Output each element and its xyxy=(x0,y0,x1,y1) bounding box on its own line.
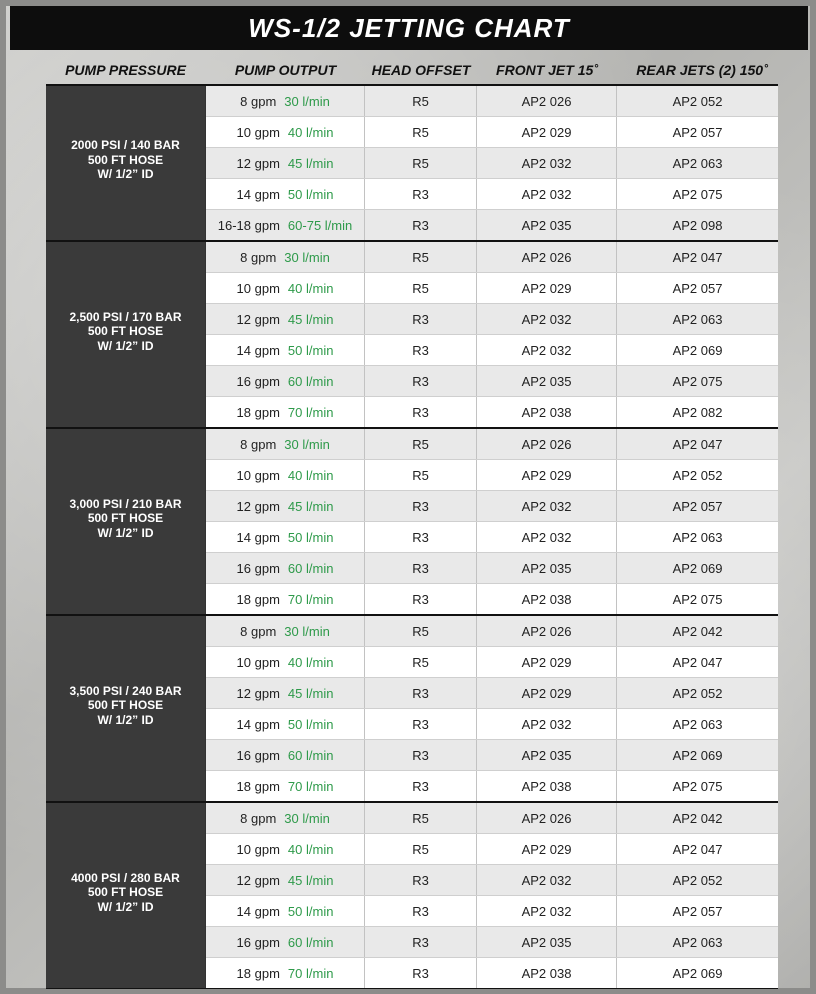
rear-jets-cell: AP2 063 xyxy=(672,716,723,732)
gpm-value: 8 gpm xyxy=(240,93,277,109)
group-rows xyxy=(205,616,778,801)
pressure-group-label xyxy=(46,242,205,427)
header-rear-jets: REAR JETS (2) 150˚ xyxy=(636,62,768,78)
lmin-value: 50 l/min xyxy=(287,342,334,358)
table-row xyxy=(206,242,778,273)
rear-jets-cell: AP2 052 xyxy=(672,685,723,701)
pump-output-cell xyxy=(206,896,365,926)
rear-jets-cell: AP2 075 xyxy=(672,778,723,794)
pump-output-cell xyxy=(206,927,365,957)
lmin-value: 60 l/min xyxy=(287,560,334,576)
rear-jets-cell: AP2 042 xyxy=(672,623,723,639)
pump-output-cell xyxy=(206,242,365,272)
front-jet-cell: AP2 035 xyxy=(477,553,617,583)
pump-output-cell xyxy=(206,616,365,646)
lmin-value: 45 l/min xyxy=(287,685,334,701)
lmin-value: 60 l/min xyxy=(287,373,334,389)
gpm-value: 12 gpm xyxy=(236,872,280,888)
pump-output-cell xyxy=(206,709,365,739)
head-offset-cell: R3 xyxy=(365,491,477,521)
pressure-group xyxy=(46,427,778,614)
table-row xyxy=(206,865,778,896)
head-offset-cell: R3 xyxy=(365,335,477,365)
head-offset-cell: R5 xyxy=(365,647,477,677)
rear-jets-cell: AP2 057 xyxy=(672,124,723,140)
front-jet-cell: AP2 038 xyxy=(477,771,617,801)
head-offset-cell: R3 xyxy=(365,927,477,957)
front-jet-cell: AP2 026 xyxy=(477,616,617,646)
rear-jets-cell: AP2 063 xyxy=(672,155,723,171)
pressure-label-line: 500 FT HOSE xyxy=(87,152,164,167)
lmin-value: 70 l/min xyxy=(287,965,334,981)
lmin-value: 60 l/min xyxy=(287,747,334,763)
gpm-value: 8 gpm xyxy=(240,623,277,639)
pressure-label-line: 500 FT HOSE xyxy=(87,511,164,526)
header-front-jet: FRONT JET 15˚ xyxy=(496,62,598,78)
gpm-value: 8 gpm xyxy=(240,436,277,452)
lmin-value: 45 l/min xyxy=(287,872,334,888)
gpm-value: 10 gpm xyxy=(236,654,280,670)
lmin-value: 40 l/min xyxy=(287,280,334,296)
table-row xyxy=(206,958,778,988)
front-jet-cell: AP2 026 xyxy=(477,429,617,459)
pressure-label-line: W/ 1/2” ID xyxy=(97,712,154,727)
rear-jets-cell: AP2 052 xyxy=(672,93,723,109)
table-row xyxy=(206,740,778,771)
table-row xyxy=(206,896,778,927)
gpm-value: 10 gpm xyxy=(236,124,280,140)
lmin-value: 50 l/min xyxy=(287,903,334,919)
gpm-value: 12 gpm xyxy=(236,311,280,327)
pump-output-cell xyxy=(206,647,365,677)
pressure-label-line: 3,000 PSI / 210 BAR xyxy=(69,496,182,511)
rear-jets-cell: AP2 082 xyxy=(672,404,723,420)
gpm-value: 14 gpm xyxy=(236,716,280,732)
front-jet-cell: AP2 038 xyxy=(477,584,617,614)
table-row xyxy=(206,584,778,614)
head-offset-cell: R3 xyxy=(365,522,477,552)
table-row xyxy=(206,834,778,865)
pump-output-cell xyxy=(206,179,365,209)
pump-output-cell xyxy=(206,366,365,396)
front-jet-cell: AP2 026 xyxy=(477,86,617,116)
pressure-group xyxy=(46,801,778,989)
lmin-value: 45 l/min xyxy=(287,311,334,327)
rear-jets-cell: AP2 063 xyxy=(672,529,723,545)
page-title: WS-1/2 JETTING CHART xyxy=(248,12,570,43)
gpm-value: 16 gpm xyxy=(236,560,280,576)
pump-output-cell xyxy=(206,553,365,583)
lmin-value: 50 l/min xyxy=(287,186,334,202)
gpm-value: 10 gpm xyxy=(236,841,280,857)
rear-jets-cell: AP2 063 xyxy=(672,311,723,327)
header-head-offset: HEAD OFFSET xyxy=(371,62,471,78)
front-jet-cell: AP2 038 xyxy=(477,958,617,988)
pressure-label-line: 500 FT HOSE xyxy=(87,698,164,713)
rear-jets-cell: AP2 098 xyxy=(672,217,723,233)
lmin-value: 70 l/min xyxy=(287,404,334,420)
jetting-table xyxy=(46,84,778,989)
pressure-group xyxy=(46,84,778,240)
group-rows xyxy=(205,429,778,614)
group-rows xyxy=(205,803,778,988)
head-offset-cell: R3 xyxy=(365,553,477,583)
pump-output-cell xyxy=(206,148,365,178)
title-bar xyxy=(10,6,808,50)
rear-jets-cell: AP2 063 xyxy=(672,934,723,950)
rear-jets-cell: AP2 069 xyxy=(672,560,723,576)
pump-output-cell xyxy=(206,958,365,988)
lmin-value: 50 l/min xyxy=(287,716,334,732)
lmin-value: 60 l/min xyxy=(287,934,334,950)
gpm-value: 18 gpm xyxy=(236,404,280,420)
head-offset-cell: R5 xyxy=(365,242,477,272)
pump-output-cell xyxy=(206,429,365,459)
head-offset-cell: R3 xyxy=(365,896,477,926)
head-offset-cell: R3 xyxy=(365,584,477,614)
pressure-label-line: 4000 PSI / 280 BAR xyxy=(71,870,180,885)
rear-jets-cell: AP2 057 xyxy=(672,280,723,296)
gpm-value: 12 gpm xyxy=(236,155,280,171)
lmin-value: 70 l/min xyxy=(287,778,334,794)
gpm-value: 8 gpm xyxy=(240,249,277,265)
lmin-value: 40 l/min xyxy=(287,841,334,857)
rear-jets-cell: AP2 047 xyxy=(672,841,723,857)
pump-output-cell xyxy=(206,522,365,552)
table-row xyxy=(206,117,778,148)
front-jet-cell: AP2 032 xyxy=(477,179,617,209)
front-jet-cell: AP2 035 xyxy=(477,927,617,957)
gpm-value: 18 gpm xyxy=(236,965,280,981)
gpm-value: 18 gpm xyxy=(236,778,280,794)
head-offset-cell: R3 xyxy=(365,304,477,334)
head-offset-cell: R3 xyxy=(365,865,477,895)
lmin-value: 60-75 l/min xyxy=(287,217,353,233)
table-row xyxy=(206,86,778,117)
head-offset-cell: R5 xyxy=(365,117,477,147)
head-offset-cell: R5 xyxy=(365,834,477,864)
head-offset-cell: R5 xyxy=(365,273,477,303)
pump-output-cell xyxy=(206,304,365,334)
head-offset-cell: R3 xyxy=(365,678,477,708)
pressure-label-line: 3,500 PSI / 240 BAR xyxy=(69,683,182,698)
table-row xyxy=(206,927,778,958)
front-jet-cell: AP2 035 xyxy=(477,210,617,240)
front-jet-cell: AP2 032 xyxy=(477,865,617,895)
rear-jets-cell: AP2 069 xyxy=(672,965,723,981)
lmin-value: 30 l/min xyxy=(284,249,330,265)
gpm-value: 18 gpm xyxy=(236,591,280,607)
front-jet-cell: AP2 032 xyxy=(477,148,617,178)
head-offset-cell: R5 xyxy=(365,429,477,459)
gpm-value: 10 gpm xyxy=(236,280,280,296)
rear-jets-cell: AP2 075 xyxy=(672,373,723,389)
gpm-value: 16 gpm xyxy=(236,934,280,950)
rear-jets-cell: AP2 042 xyxy=(672,810,723,826)
gpm-value: 12 gpm xyxy=(236,685,280,701)
front-jet-cell: AP2 029 xyxy=(477,647,617,677)
front-jet-cell: AP2 032 xyxy=(477,491,617,521)
lmin-value: 30 l/min xyxy=(284,810,330,826)
front-jet-cell: AP2 029 xyxy=(477,273,617,303)
head-offset-cell: R3 xyxy=(365,210,477,240)
gpm-value: 14 gpm xyxy=(236,903,280,919)
lmin-value: 30 l/min xyxy=(284,436,330,452)
front-jet-cell: AP2 035 xyxy=(477,366,617,396)
head-offset-cell: R3 xyxy=(365,958,477,988)
front-jet-cell: AP2 035 xyxy=(477,740,617,770)
table-row xyxy=(206,335,778,366)
lmin-value: 45 l/min xyxy=(287,498,334,514)
lmin-value: 40 l/min xyxy=(287,654,334,670)
pressure-group-label xyxy=(46,429,205,614)
front-jet-cell: AP2 032 xyxy=(477,896,617,926)
table-row xyxy=(206,210,778,240)
rear-jets-cell: AP2 052 xyxy=(672,872,723,888)
gpm-value: 16-18 gpm xyxy=(217,217,280,233)
front-jet-cell: AP2 032 xyxy=(477,335,617,365)
pump-output-cell xyxy=(206,397,365,427)
head-offset-cell: R3 xyxy=(365,397,477,427)
front-jet-cell: AP2 032 xyxy=(477,709,617,739)
lmin-value: 40 l/min xyxy=(287,124,334,140)
head-offset-cell: R3 xyxy=(365,771,477,801)
rear-jets-cell: AP2 047 xyxy=(672,249,723,265)
head-offset-cell: R3 xyxy=(365,709,477,739)
gpm-value: 12 gpm xyxy=(236,498,280,514)
rear-jets-cell: AP2 057 xyxy=(672,498,723,514)
rear-jets-cell: AP2 047 xyxy=(672,654,723,670)
front-jet-cell: AP2 029 xyxy=(477,117,617,147)
head-offset-cell: R5 xyxy=(365,86,477,116)
rear-jets-cell: AP2 052 xyxy=(672,467,723,483)
table-row xyxy=(206,366,778,397)
pump-output-cell xyxy=(206,273,365,303)
pump-output-cell xyxy=(206,335,365,365)
rear-jets-cell: AP2 069 xyxy=(672,747,723,763)
pump-output-cell xyxy=(206,678,365,708)
pressure-label-line: W/ 1/2” ID xyxy=(97,525,154,540)
lmin-value: 30 l/min xyxy=(284,93,330,109)
gpm-value: 16 gpm xyxy=(236,747,280,763)
lmin-value: 30 l/min xyxy=(284,623,330,639)
front-jet-cell: AP2 026 xyxy=(477,242,617,272)
head-offset-cell: R3 xyxy=(365,179,477,209)
front-jet-cell: AP2 032 xyxy=(477,522,617,552)
gpm-value: 14 gpm xyxy=(236,342,280,358)
table-row xyxy=(206,522,778,553)
group-rows xyxy=(205,242,778,427)
table-row xyxy=(206,709,778,740)
lmin-value: 70 l/min xyxy=(287,591,334,607)
pressure-label-line: 2000 PSI / 140 BAR xyxy=(71,138,180,153)
table-row xyxy=(206,304,778,335)
rear-jets-cell: AP2 075 xyxy=(672,186,723,202)
table-row xyxy=(206,678,778,709)
rear-jets-cell: AP2 069 xyxy=(672,342,723,358)
table-row xyxy=(206,553,778,584)
lmin-value: 50 l/min xyxy=(287,529,334,545)
table-row xyxy=(206,148,778,179)
header-pump-output: PUMP OUTPUT xyxy=(234,62,337,78)
gpm-value: 16 gpm xyxy=(236,373,280,389)
pressure-label-line: W/ 1/2” ID xyxy=(97,167,154,182)
pump-output-cell xyxy=(206,460,365,490)
rear-jets-cell: AP2 057 xyxy=(672,903,723,919)
rear-jets-cell: AP2 075 xyxy=(672,591,723,607)
pressure-label-line: 500 FT HOSE xyxy=(87,324,164,339)
pump-output-cell xyxy=(206,803,365,833)
pressure-group-label xyxy=(46,803,205,988)
lmin-value: 40 l/min xyxy=(287,467,334,483)
head-offset-cell: R5 xyxy=(365,148,477,178)
pump-output-cell xyxy=(206,86,365,116)
lmin-value: 45 l/min xyxy=(287,155,334,171)
front-jet-cell: AP2 038 xyxy=(477,397,617,427)
pressure-label-line: W/ 1/2” ID xyxy=(97,899,154,914)
table-row xyxy=(206,491,778,522)
pressure-group-label xyxy=(46,86,205,240)
header-pump-pressure: PUMP PRESSURE xyxy=(65,62,186,78)
pump-output-cell xyxy=(206,584,365,614)
pump-output-cell xyxy=(206,740,365,770)
pump-output-cell xyxy=(206,491,365,521)
table-row xyxy=(206,803,778,834)
head-offset-cell: R3 xyxy=(365,366,477,396)
front-jet-cell: AP2 029 xyxy=(477,678,617,708)
pressure-group-label xyxy=(46,616,205,801)
head-offset-cell: R5 xyxy=(365,460,477,490)
pump-output-cell xyxy=(206,210,365,240)
front-jet-cell: AP2 029 xyxy=(477,834,617,864)
pressure-group xyxy=(46,614,778,801)
gpm-value: 14 gpm xyxy=(236,186,280,202)
front-jet-cell: AP2 026 xyxy=(477,803,617,833)
gpm-value: 10 gpm xyxy=(236,467,280,483)
pump-output-cell xyxy=(206,771,365,801)
table-row xyxy=(206,771,778,801)
pressure-label-line: 500 FT HOSE xyxy=(87,885,164,900)
gpm-value: 14 gpm xyxy=(236,529,280,545)
head-offset-cell: R5 xyxy=(365,803,477,833)
table-row xyxy=(206,616,778,647)
pump-output-cell xyxy=(206,117,365,147)
table-row xyxy=(206,460,778,491)
front-jet-cell: AP2 032 xyxy=(477,304,617,334)
table-row xyxy=(206,179,778,210)
rear-jets-cell: AP2 047 xyxy=(672,436,723,452)
pressure-label-line: W/ 1/2” ID xyxy=(97,338,154,353)
head-offset-cell: R5 xyxy=(365,616,477,646)
head-offset-cell: R3 xyxy=(365,740,477,770)
table-row xyxy=(206,273,778,304)
pressure-label-line: 2,500 PSI / 170 BAR xyxy=(69,309,182,324)
table-row xyxy=(206,647,778,678)
front-jet-cell: AP2 029 xyxy=(477,460,617,490)
gpm-value: 8 gpm xyxy=(240,810,277,826)
pump-output-cell xyxy=(206,865,365,895)
pump-output-cell xyxy=(206,834,365,864)
group-rows xyxy=(205,86,778,240)
pressure-group xyxy=(46,240,778,427)
table-row xyxy=(206,429,778,460)
table-row xyxy=(206,397,778,427)
